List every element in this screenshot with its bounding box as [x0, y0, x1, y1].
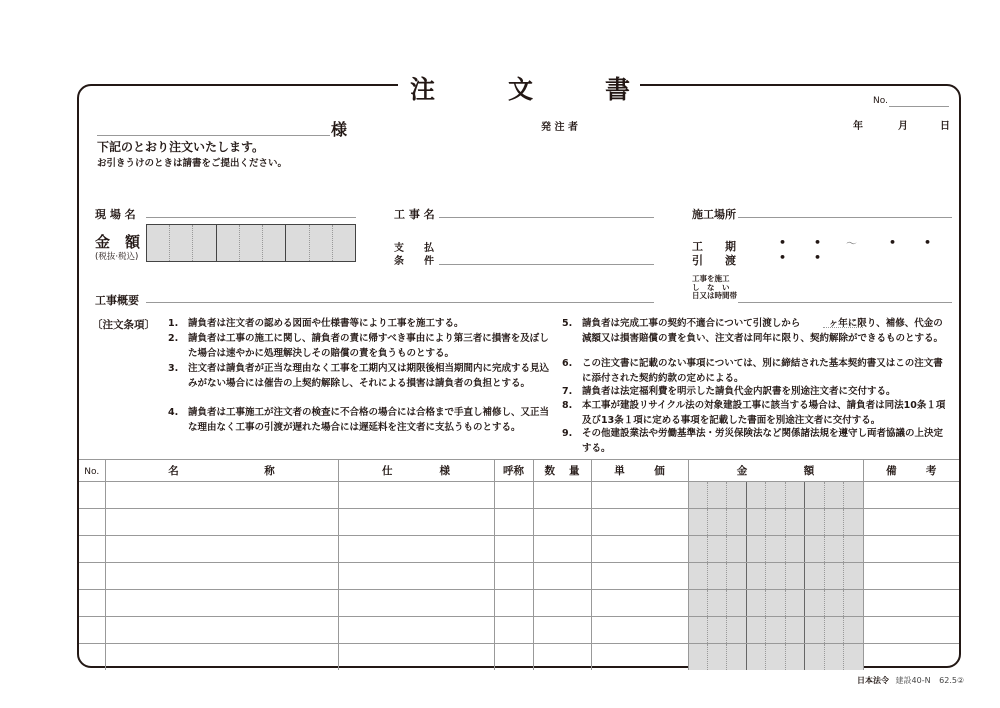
term-number: 5. [562, 318, 573, 329]
cell-amount[interactable] [688, 644, 863, 671]
cell-unit[interactable] [494, 563, 533, 590]
site-name-label: 現 場 名 [95, 208, 136, 221]
period-start-dot-1: • [779, 236, 787, 249]
recipient-suffix: 様 [331, 120, 348, 139]
term-number: 7. [562, 386, 573, 397]
no-work-field[interactable] [738, 302, 952, 303]
period-end-dot-1: • [889, 236, 897, 249]
delivery-label: 引 渡 [692, 254, 736, 267]
cell-unit-price[interactable] [591, 563, 688, 590]
cell-spec[interactable] [338, 644, 494, 671]
cell-unit-price[interactable] [591, 644, 688, 671]
cell-name[interactable] [105, 590, 338, 617]
term-text: 請負者は完成工事の契約不適合について引渡しから ヶ年に限り、補修、代金の減額又は損害賠償の責を負い、注文者は同年に限り、契約解除ができるものとする。 [582, 318, 944, 344]
cell-amount[interactable] [688, 617, 863, 644]
title-char-3: 書 [605, 75, 631, 104]
table-row [79, 590, 959, 617]
table-row [79, 644, 959, 671]
header-remarks: 備 考 [863, 460, 959, 482]
term-1 [168, 316, 553, 331]
cell-remarks[interactable] [863, 536, 959, 563]
cell-remarks[interactable] [863, 509, 959, 536]
footer-version: 62.5② [939, 676, 965, 685]
cell-remarks[interactable] [863, 563, 959, 590]
table-row [79, 509, 959, 536]
cell-spec[interactable] [338, 536, 494, 563]
cell-spec[interactable] [338, 563, 494, 590]
term-8 [562, 398, 947, 428]
cell-spec[interactable] [338, 509, 494, 536]
cell-quantity[interactable] [533, 563, 591, 590]
no-field[interactable] [889, 106, 949, 107]
term-text: 請負者は注文者の認める図面や仕様書等により工事を施工する。 [188, 318, 464, 329]
term-text: 本工事が建設リサイクル法の対象建設工事に該当する場合は、請負者は同法10条１項及び13条１項に定める事項を記載した書面を別途注文者に交付する。 [582, 400, 946, 426]
cell-amount[interactable] [688, 536, 863, 563]
term-7 [562, 384, 947, 399]
warranty-years-field[interactable] [823, 327, 863, 328]
amount-input-boxes[interactable] [146, 224, 356, 262]
cell-unit[interactable] [494, 536, 533, 563]
greeting-line-2: お引きうけのときは請書をご提出ください。 [97, 158, 288, 169]
cell-quantity[interactable] [533, 509, 591, 536]
site-name-field[interactable] [146, 217, 356, 218]
cell-unit-price[interactable] [591, 536, 688, 563]
amount-label: 金 額 [95, 233, 141, 251]
footer [857, 675, 964, 686]
work-summary-label: 工事概要 [95, 294, 139, 307]
payment-label-2: 条 件 [394, 256, 434, 267]
cell-no[interactable] [79, 563, 105, 590]
payment-label-1: 支 払 [394, 243, 434, 254]
cell-quantity[interactable] [533, 617, 591, 644]
date-day: 日 [940, 121, 950, 132]
term-number: 4. [168, 407, 179, 418]
cell-spec[interactable] [338, 590, 494, 617]
cell-quantity[interactable] [533, 590, 591, 617]
term-text: 注文者は請負者が正当な理由なく工事を工期内又は期限後相当期間内に完成する見込みがない場合には催告の上契約解除し、それによる損害は請負者の負担とする。 [188, 363, 550, 389]
term-4 [168, 405, 553, 435]
cell-no[interactable] [79, 617, 105, 644]
cell-quantity[interactable] [533, 644, 591, 671]
period-label: 工 期 [692, 240, 736, 253]
cell-no[interactable] [79, 644, 105, 671]
title-char-2: 文 [508, 75, 534, 104]
cell-spec[interactable] [338, 482, 494, 509]
cell-name[interactable] [105, 644, 338, 671]
term-number: 2. [168, 333, 179, 344]
header-name: 名 称 [105, 460, 338, 482]
work-name-field[interactable] [439, 217, 654, 218]
table-row [79, 482, 959, 509]
term-text: 請負者は工事施工が注文者の検査に不合格の場合には合格まで手直し補修し、又正当な理由なく工事の引渡が遅れた場合には遅延料を注文者に支払うものとする。 [188, 407, 550, 433]
term-number: 3. [168, 363, 179, 374]
delivery-dot-1: • [779, 251, 787, 264]
items-table [79, 459, 959, 670]
cell-name[interactable] [105, 509, 338, 536]
term-5 [562, 316, 947, 346]
term-number: 1. [168, 318, 179, 329]
greeting-line-1: 下記のとおり注文いたします。 [97, 140, 265, 154]
amount-tax-note: (税抜·税込) [95, 252, 139, 262]
cell-remarks[interactable] [863, 644, 959, 671]
table-row [79, 563, 959, 590]
cell-amount[interactable] [688, 563, 863, 590]
cell-amount[interactable] [688, 509, 863, 536]
construction-place-field[interactable] [738, 217, 952, 218]
cell-name[interactable] [105, 617, 338, 644]
cell-name[interactable] [105, 536, 338, 563]
header-unit: 呼称 [494, 460, 533, 482]
title-char-1: 注 [410, 75, 436, 104]
term-9 [562, 426, 947, 456]
work-summary-field[interactable] [146, 302, 654, 303]
header-no: No. [79, 460, 105, 482]
cell-unit[interactable] [494, 482, 533, 509]
cell-remarks[interactable] [863, 617, 959, 644]
footer-code: 建設40-N [895, 676, 931, 685]
term-number: 9. [562, 428, 573, 439]
recipient-field[interactable] [97, 135, 330, 136]
header-spec: 仕 様 [338, 460, 494, 482]
period-start-dot-2: • [814, 236, 822, 249]
date-month: 月 [898, 121, 908, 132]
cell-no[interactable] [79, 482, 105, 509]
cell-no[interactable] [79, 536, 105, 563]
orderer-label: 発 注 者 [541, 122, 578, 133]
date-year: 年 [853, 121, 863, 132]
cell-amount[interactable] [688, 482, 863, 509]
footer-publisher: 日本法令 [857, 676, 889, 685]
cell-no[interactable] [79, 590, 105, 617]
cell-spec[interactable] [338, 617, 494, 644]
cell-unit[interactable] [494, 644, 533, 671]
period-end-dot-2: • [924, 236, 932, 249]
term-text: その他建設業法や労働基準法・労災保険法など関係諸法規を遵守し両者協議の上決定する。 [582, 428, 944, 454]
no-work-label-line-2: し な い [692, 282, 730, 292]
no-work-label-line-3: 日又は時間帯 [692, 291, 737, 300]
cell-unit-price[interactable] [591, 617, 688, 644]
header-quantity: 数 量 [533, 460, 591, 482]
term-number: 6. [562, 358, 573, 369]
header-unit-price: 単 価 [591, 460, 688, 482]
table-row [79, 617, 959, 644]
cell-unit[interactable] [494, 590, 533, 617]
cell-remarks[interactable] [863, 482, 959, 509]
table-header-row [79, 460, 959, 482]
cell-unit[interactable] [494, 509, 533, 536]
cell-unit-price[interactable] [591, 509, 688, 536]
cell-unit-price[interactable] [591, 590, 688, 617]
cell-unit[interactable] [494, 617, 533, 644]
term-number: 8. [562, 400, 573, 411]
term-2 [168, 331, 553, 361]
table-row [79, 536, 959, 563]
cell-unit-price[interactable] [591, 482, 688, 509]
no-label: No. [873, 96, 888, 106]
work-name-label: 工 事 名 [394, 208, 435, 221]
cell-quantity[interactable] [533, 482, 591, 509]
cell-name[interactable] [105, 563, 338, 590]
no-work-label-line-1: 工事を施工 [692, 274, 730, 283]
delivery-dot-2: • [814, 251, 822, 264]
term-text: 請負者は法定福利費を明示した請負代金内訳書を別途注文者に交付する。 [582, 386, 896, 397]
construction-place-label: 施工場所 [692, 208, 736, 221]
payment-terms-field[interactable] [439, 264, 654, 265]
term-6 [562, 356, 947, 386]
cell-amount[interactable] [688, 590, 863, 617]
no-work-label [692, 275, 737, 301]
term-3 [168, 361, 553, 391]
cell-remarks[interactable] [863, 590, 959, 617]
cell-name[interactable] [105, 482, 338, 509]
terms-heading: 〔注文条項〕 [92, 319, 155, 331]
term-text: 請負者は工事の施工に関し、請負者の責に帰すべき事由により第三者に損害を及ぼした場合は速やかに処理解決しその賠償の責を負うものとする。 [188, 333, 549, 359]
period-separator: ～ [846, 237, 857, 250]
cell-no[interactable] [79, 509, 105, 536]
term-text: この注文書に記載のない事項については、別に締結された基本契約書又はこの注文書に添付された契約約款の定めによる。 [582, 358, 943, 384]
header-amount: 金 額 [688, 460, 863, 482]
cell-quantity[interactable] [533, 536, 591, 563]
